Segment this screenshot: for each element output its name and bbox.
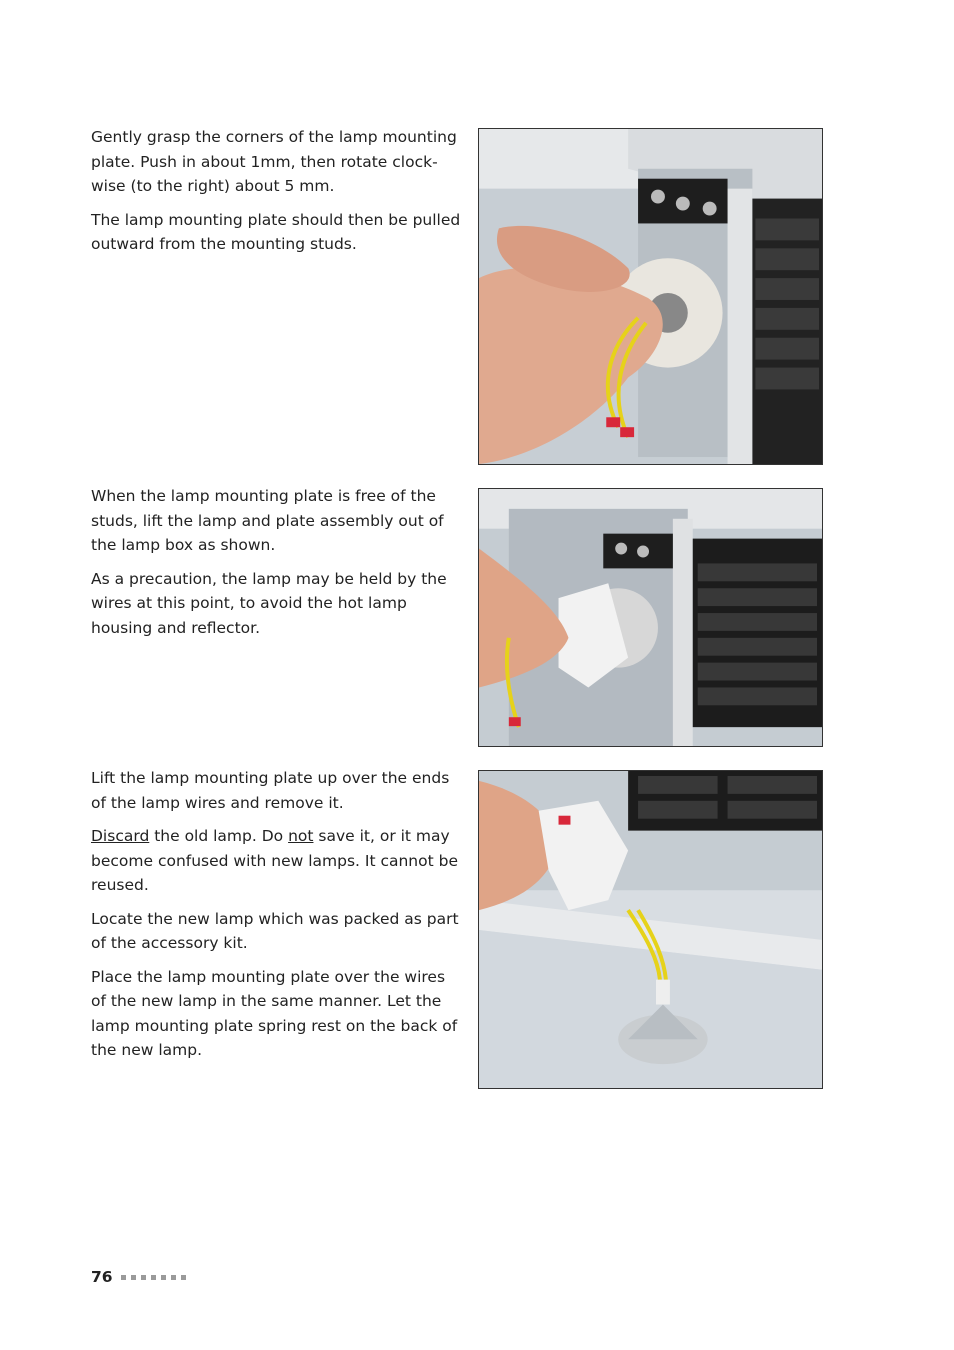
paragraph: Locate the new lamp which was packed as part of the accessory kit. [91,909,459,952]
section-1-text [91,125,461,266]
page-footer [91,1268,186,1286]
text-span: the old lamp. Do [149,827,289,845]
paragraph: Gently grasp the corners of the lamp mounting plate. Push in about 1mm, then rotate clock-wise (to the right) about 5 mm. [91,128,457,195]
underlined-word: Discard [91,827,150,845]
paragraph: Lift the lamp mounting plate up over the ends of the lamp wires and remove it. [91,769,450,812]
paragraph-discard [91,824,461,898]
photo-lift-lamp-assembly [478,488,823,747]
paragraph: Place the lamp mounting plate over the wires of the new lamp in the same manner. Let the lamp mounting plate spring rest on the back of the new lamp. [91,967,458,1059]
page-number: 76 [91,1268,113,1286]
underlined-word: not [288,827,314,845]
paragraph: As a precaution, the lamp may be held by the wires at this point, to avoid the hot lamp housing and reflector. [91,569,447,637]
text-span: save it, or it may become confused with new lamps. It cannot be reused. [91,827,458,894]
photo-grasp-lamp-plate [478,128,823,465]
decorative-dots [121,1275,186,1280]
section-2-text [91,484,461,649]
paragraph: When the lamp mounting plate is free of the studs, lift the lamp and plate assembly out of the lamp box as shown. [91,487,444,554]
photo-new-lamp [478,770,823,1089]
section-3-text [91,766,461,1072]
paragraph: The lamp mounting plate should then be pulled outward from the mounting studs. [91,210,461,253]
